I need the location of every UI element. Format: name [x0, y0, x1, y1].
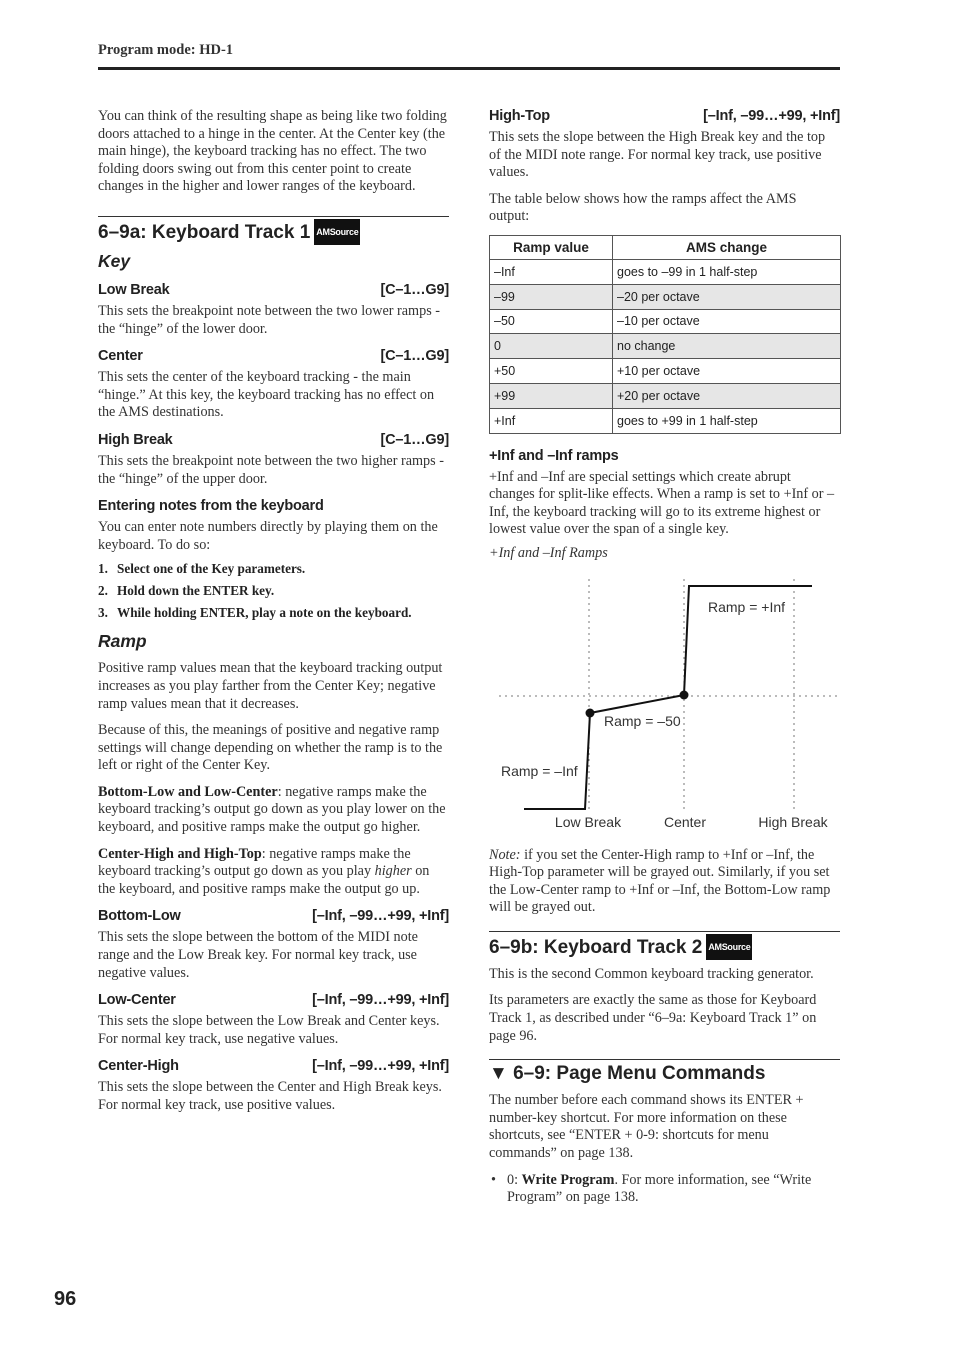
- table-row: [490, 334, 841, 359]
- section-heading-keyboard-track-1: [98, 216, 449, 245]
- low-break-point: [586, 708, 595, 717]
- param-name: Bottom-Low: [98, 908, 181, 925]
- param-desc: This sets the breakpoint note between the two higher ramps - the “hinge” of the upper door.: [98, 452, 444, 487]
- param-center-high: [98, 1058, 449, 1074]
- entering-notes-desc: You can enter note numbers directly by playing them on the keyboard. To do so:: [98, 519, 438, 553]
- inf-ramps-heading: +Inf and –Inf ramps: [489, 447, 619, 464]
- table-cell: goes to –99 in 1 half-step: [613, 259, 841, 284]
- table-row: [490, 284, 841, 309]
- ramp-diagram: [489, 569, 841, 839]
- header-rule: [98, 67, 840, 70]
- inf-ramps-desc: +Inf and –Inf are special settings which create abrupt changes for split-like effects. When a ramp is set to +Inf or –Inf, the keyboard tracking will go to its extreme highest or lowest value over the span of a single key.: [489, 468, 835, 538]
- step-text: While holding ENTER, play a note on the keyboard.: [117, 605, 412, 621]
- param-desc: This sets the slope between the Low Break and Center keys. For normal key track, use negative values.: [98, 1013, 440, 1047]
- table-cell: 0: [490, 334, 613, 359]
- param-desc: This sets the slope between the bottom of the MIDI note range and the Low Break key. For normal key track, use negative values.: [98, 929, 418, 981]
- section-title: 6–9b: Keyboard Track 2: [489, 936, 703, 958]
- step-number: 3.: [98, 605, 108, 621]
- column-header: Ramp value: [490, 235, 613, 259]
- param-range: [–Inf, –99…+99, +Inf]: [312, 1058, 449, 1075]
- x-label-high-break: High Break: [758, 813, 828, 830]
- steps-list: [98, 560, 449, 621]
- amsource-badge: AMSource: [706, 934, 752, 960]
- x-label-center: Center: [663, 813, 707, 830]
- table-cell: +20 per octave: [613, 383, 841, 408]
- table-cell: –20 per octave: [613, 284, 841, 309]
- section-heading-keyboard-track-2: [489, 931, 840, 960]
- param-range: [–Inf, –99…+99, +Inf]: [312, 992, 449, 1009]
- command-name: Write Program: [521, 1171, 615, 1188]
- left-column: [98, 108, 449, 1124]
- page-number: 96: [54, 1288, 77, 1310]
- column-header: AMS change: [613, 235, 841, 259]
- shortcut-number: 0:: [507, 1171, 522, 1188]
- table-cell: goes to +99 in 1 half-step: [613, 408, 841, 433]
- step-item: [98, 582, 449, 599]
- param-desc: This sets the breakpoint note between the two lower ramps - the “hinge” of the lower door.: [98, 302, 440, 337]
- table-row: [490, 359, 841, 384]
- param-name: High-Top: [489, 108, 550, 124]
- table-row: [490, 408, 841, 433]
- table-cell: no change: [613, 334, 841, 359]
- param-name: Center: [98, 348, 143, 365]
- param-name: Center-High: [98, 1058, 179, 1075]
- param-name: Low-Center: [98, 992, 176, 1009]
- figure-caption: +Inf and –Inf Ramps: [489, 544, 608, 561]
- table-cell: +99: [490, 383, 613, 408]
- note-paragraph: [489, 847, 840, 917]
- step-item: [98, 560, 449, 577]
- param-center: [98, 348, 449, 364]
- param-desc: This sets the center of the keyboard tracking - the main “hinge.” At this key, the keyboard tracking has no effect on the AMS destinations.: [98, 369, 435, 421]
- param-name: High Break: [98, 431, 173, 448]
- table-row: [490, 309, 841, 334]
- text-run: . For more information, see “Write Program” on page 138.: [507, 1171, 812, 1206]
- text-run: on the keyboard, and positive ramps make the output go up.: [98, 863, 430, 897]
- step-number: 2.: [98, 583, 108, 599]
- note-text: if you set the Center-High ramp to +Inf or –Inf, the High-Top parameter will be grayed out. Similarly, if you set the Low-Center ramp to +Inf or –Inf, the Bottom-Low ramp will be grayed out.: [489, 846, 831, 916]
- param-low-center: [98, 992, 449, 1008]
- step-item: [98, 604, 449, 621]
- table-cell: +Inf: [490, 408, 613, 433]
- table-cell: –10 per octave: [613, 309, 841, 334]
- section-heading-page-menu: [489, 1059, 840, 1086]
- table-cell: +50: [490, 359, 613, 384]
- param-range: [C–1…G9]: [380, 281, 449, 298]
- ramp-heading: Ramp: [98, 631, 147, 652]
- table-cell: –50: [490, 309, 613, 334]
- label-ramp-minus-50: Ramp = –50: [604, 712, 681, 729]
- menu-command-list: [489, 1172, 840, 1207]
- label-ramp-plus-inf: Ramp = +Inf: [708, 598, 786, 615]
- table-cell: –Inf: [490, 259, 613, 284]
- italic-term: higher: [374, 863, 412, 880]
- text-run: : negative ramps make the keyboard tracking’s output go down as you play lower on the keyboard, and positive ramps make the output go higher.: [98, 783, 446, 836]
- entering-notes-heading: Entering notes from the keyboard: [98, 498, 324, 515]
- triangle-marker-icon: ▼: [489, 1063, 508, 1085]
- param-range: [C–1…G9]: [380, 431, 449, 448]
- x-label-low-break: Low Break: [554, 813, 622, 830]
- running-header: Program mode: HD-1: [98, 42, 234, 58]
- param-range: [–Inf, –99…+99, +Inf]: [312, 908, 449, 925]
- param-high-top: [489, 108, 840, 124]
- section-title: 6–9: Page Menu Commands: [513, 1063, 766, 1085]
- param-desc: This sets the slope between the High Break key and the top of the MIDI note range. For normal key track, use positive values.: [489, 129, 826, 181]
- text-run: : negative ramps make the keyboard tracking’s output go down as you play: [98, 845, 411, 880]
- param-range: [C–1…G9]: [380, 348, 449, 365]
- step-text: Hold down the ENTER key.: [117, 583, 275, 599]
- note-label: Note:: [489, 846, 521, 863]
- bold-term: Center-High and High-Top: [98, 845, 262, 862]
- table-row: [490, 259, 841, 284]
- section-title: 6–9a: Keyboard Track 1: [98, 221, 311, 243]
- table-row: [490, 383, 841, 408]
- ramp-paragraph-3: [98, 784, 449, 837]
- section2-paragraph-1: This is the second Common keyboard tracking generator.: [489, 965, 814, 982]
- section2-paragraph-2: Its parameters are exactly the same as those for Keyboard Track 1, as described under “6–9a: Keyboard Track 1” on page 96.: [489, 992, 817, 1044]
- param-high-break: [98, 432, 449, 448]
- param-range: [–Inf, –99…+99, +Inf]: [703, 108, 840, 124]
- table-header-row: [490, 235, 841, 259]
- ramp-paragraph-4: [98, 846, 449, 899]
- right-column: [489, 108, 840, 1207]
- step-text: Select one of the Key parameters.: [117, 561, 306, 577]
- ramp-paragraph-2: Because of this, the meanings of positive and negative ramp settings will change depending on whether the ramp is to the left or right of the Center Key.: [98, 722, 443, 774]
- intro-paragraph: You can think of the resulting shape as being like two folding doors attached to a hinge in the center. At the Center key (the main hinge), the keyboard tracking has no effect. The two folding doors swing out from this center point to create changes in the higher and lower ranges of the keyboard.: [98, 108, 447, 195]
- param-desc: This sets the slope between the Center and High Break keys. For normal key track, use positive values.: [98, 1079, 442, 1113]
- section3-paragraph: The number before each command shows its ENTER + number-key shortcut. For more information on these shortcuts, see “ENTER + 0-9: shortcuts for menu commands” on page 138.: [489, 1092, 804, 1162]
- center-point: [680, 690, 689, 699]
- step-number: 1.: [98, 561, 108, 577]
- label-ramp-minus-inf: Ramp = –Inf: [501, 762, 578, 779]
- param-bottom-low: [98, 908, 449, 924]
- table-intro: The table below shows how the ramps affect the AMS output:: [489, 190, 797, 225]
- table-cell: +10 per octave: [613, 359, 841, 384]
- key-heading: Key: [98, 250, 131, 271]
- bold-term: Bottom-Low and Low-Center: [98, 783, 278, 800]
- table-cell: –99: [490, 284, 613, 309]
- ramp-table: [489, 235, 841, 434]
- list-item: [489, 1172, 840, 1207]
- param-name: Low Break: [98, 281, 170, 298]
- param-low-break: [98, 282, 449, 298]
- ramp-paragraph-1: Positive ramp values mean that the keyboard tracking output increases as you play farther from the Center Key; negative ramp values mean that it decreases.: [98, 660, 443, 712]
- amsource-badge: AMSource: [314, 219, 360, 245]
